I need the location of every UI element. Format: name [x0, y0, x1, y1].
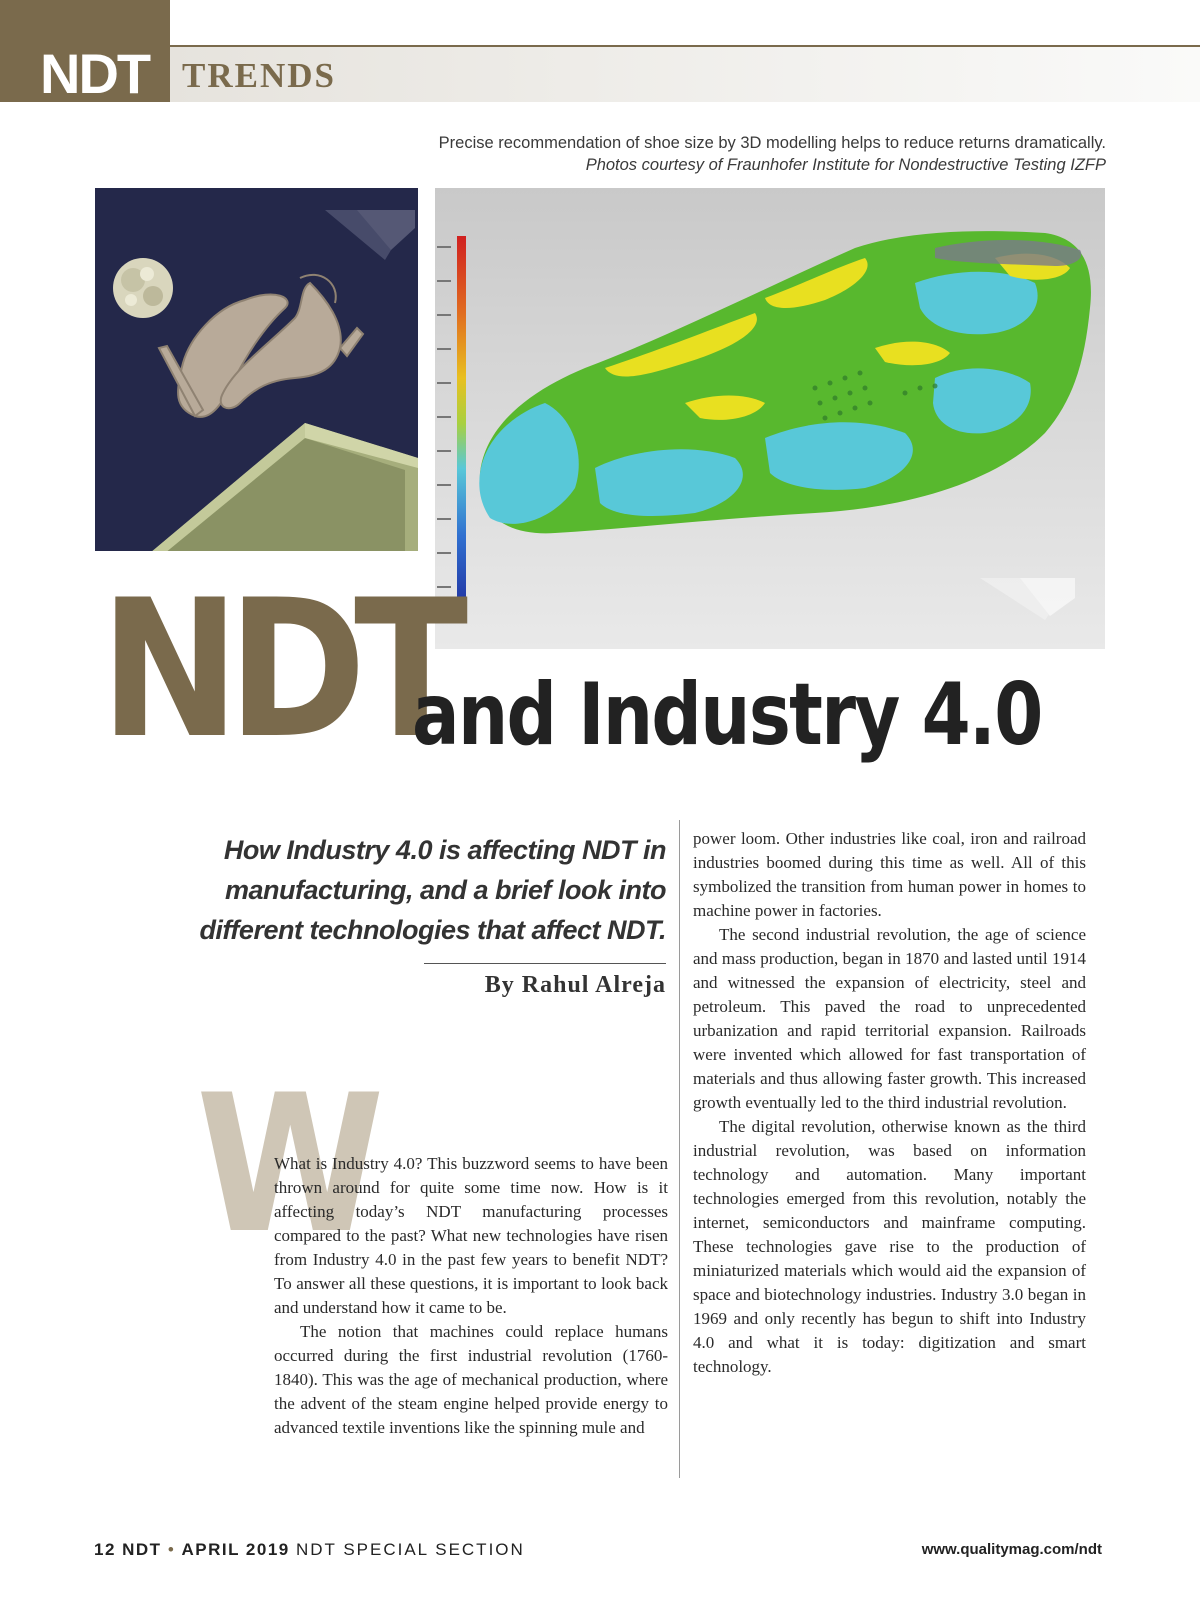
high-heel-shoes-icon [159, 275, 363, 417]
issue-date: APRIL 2019 [181, 1540, 290, 1559]
deck-rule [424, 963, 666, 964]
byline: By Rahul Alreja [484, 972, 666, 998]
scale-tick-marks [437, 246, 451, 588]
article-deck: How Industry 4.0 is affecting NDT in manufacturing, and a brief look into different technologies that affect NDT. [199, 835, 666, 945]
paragraph: The digital revolution, otherwise known as the third industrial revolution, was based on information technology and automation. Many important technologies emerged from this revolution, notably the internet, semiconductors and mainframe computing. These technologies gave rise to the production of miniaturized materials which would aid the expansion of space and biotechnology industries. Industry 3.0 began in 1969 and only recently has begun to shift into Industry 4.0 and what it is today: digitization and smart technology. [693, 1117, 1086, 1376]
body-column-right [693, 827, 1086, 1379]
photo-caption [439, 132, 1106, 176]
shoe-heatmap-icon [479, 231, 1091, 533]
headline-subtitle: and Industry 4.0 [412, 665, 1042, 765]
paper-ball-icon [113, 258, 173, 318]
body-column-left [274, 1152, 668, 1440]
photo-credit: Photos courtesy of Fraunhofer Institute for Nondestructive Testing IZFP [585, 156, 1106, 174]
watermark-logo-icon [980, 578, 1075, 620]
page-number: 12 NDT [94, 1540, 162, 1559]
footer-url[interactable]: www.qualitymag.com/ndt [921, 1541, 1102, 1558]
footer-bullet: • [167, 1540, 176, 1559]
column-divider [679, 820, 680, 1478]
headline-ndt: NDT [100, 559, 456, 780]
shoe-scan-photo [435, 188, 1105, 649]
paragraph: What is Industry 4.0? This buzzword seems to have been thrown around for quite some time now. How is it affecting today’s NDT manufacturing processes compared to the past? What new technologies have risen from Industry 4.0 in the past few years to benefit NDT? To answer all these questions, it is important to look back and understand how it came to be. [274, 1154, 668, 1317]
header-brand: NDT [40, 42, 150, 105]
paragraph: The second industrial revolution, the age of science and mass production, began in 1870 and lasted until 1914 and witnessed the expansion of electricity, steel and petroleum. This paved the road to unprecedented urbanization and rapid territorial expansion. Railroads were invented which allowed for fast transportation of materials and thus allowing faster growth. This increased growth eventually led to the third industrial revolution. [693, 925, 1086, 1112]
shoe-model-photo [95, 188, 418, 551]
header-section: TRENDS [182, 56, 336, 95]
watermark-logo-icon [325, 210, 415, 260]
caption-text: Precise recommendation of shoe size by 3D modelling helps to reduce returns dramatically. [438, 134, 1106, 152]
page-footer [94, 1538, 525, 1562]
paragraph: power loom. Other industries like coal, iron and railroad industries boomed during this time as well. All of this symbolized the transition from human power in homes to machine power in factories. [693, 829, 1086, 920]
shoe-box-icon [150, 423, 418, 551]
footer-section: NDT SPECIAL SECTION [295, 1540, 525, 1559]
paragraph: The notion that machines could replace humans occurred during the first industrial revolution (1760-1840). This was the age of mechanical production, where the advent of the steam engine helped provide energy to advanced textile inventions like the spinning mule and [274, 1322, 668, 1437]
color-scale-bar [437, 236, 466, 611]
drop-cap: W [196, 1054, 380, 1275]
